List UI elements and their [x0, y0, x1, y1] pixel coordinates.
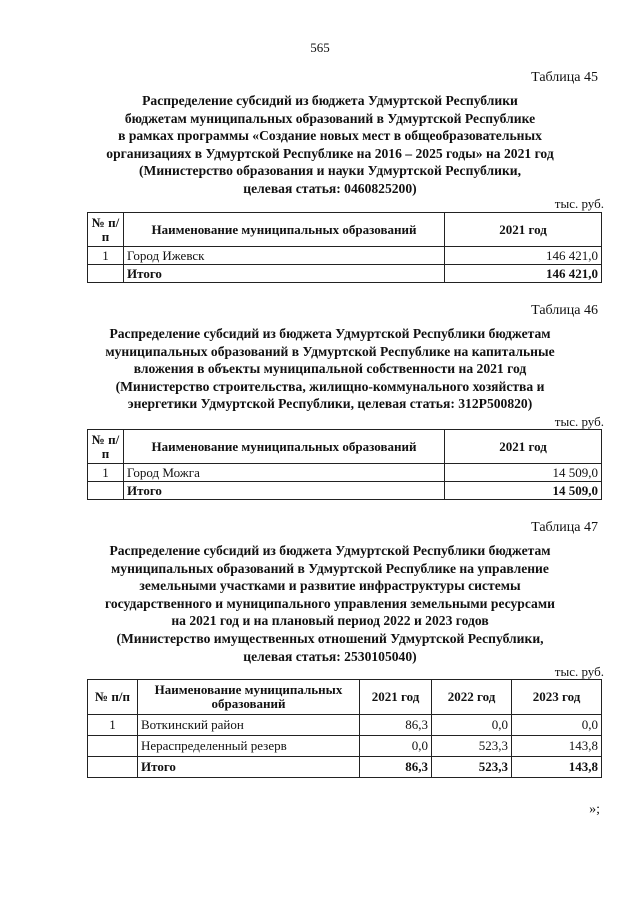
- heading-line: целевая статья: 0460825200): [243, 180, 417, 196]
- page-number: 565: [310, 40, 330, 55]
- table-45-units: тыс. руб.: [554, 196, 604, 211]
- row-num: 1: [88, 715, 138, 736]
- total-value-2021: 86,3: [360, 757, 432, 778]
- row-value-2021: 0,0: [360, 736, 432, 757]
- row-name: Воткинский район: [138, 715, 360, 736]
- table-header-row: [88, 430, 602, 464]
- total-label: Итого: [138, 757, 360, 778]
- table-row: [88, 247, 602, 265]
- total-label: Итого: [124, 265, 445, 283]
- table-header-row: [88, 213, 602, 247]
- table-header-row: [88, 680, 602, 715]
- heading-line: (Министерство строительства, жилищно-коммунального хозяйства и: [115, 378, 545, 394]
- total-value-2021: 14 509,0: [445, 482, 602, 500]
- heading-line: бюджетам муниципальных образований в Удмуртской Республике: [124, 110, 536, 126]
- row-name: Город Можга: [124, 464, 445, 482]
- table-46-label: Таблица 46: [531, 303, 598, 318]
- col-header-2021: 2021 год: [445, 430, 602, 464]
- total-value-2022: 523,3: [432, 757, 512, 778]
- table-46-heading: [60, 325, 600, 413]
- heading-line: муниципальных образований в Удмуртской Республике на капитальные: [105, 343, 555, 359]
- row-value-2021: 86,3: [360, 715, 432, 736]
- total-num: [88, 482, 124, 500]
- row-name: Город Ижевск: [124, 247, 445, 265]
- row-num: 1: [88, 247, 124, 265]
- row-value-2021: 14 509,0: [445, 464, 602, 482]
- col-header-name: Наименование муниципальных образований: [124, 430, 445, 464]
- heading-line: в рамках программы «Создание новых мест в общеобразовательных: [118, 128, 542, 144]
- table-47-heading: [60, 542, 600, 665]
- table-row: [88, 464, 602, 482]
- table-47-units: тыс. руб.: [554, 664, 604, 679]
- heading-line: земельными участками и развитие инфраструктуры системы: [139, 578, 521, 594]
- heading-line: Распределение субсидий из бюджета Удмуртской Республики бюджетам: [109, 326, 551, 341]
- total-label: Итого: [124, 482, 445, 500]
- heading-line: (Министерство образования и науки Удмуртской Республики,: [138, 163, 522, 179]
- row-value-2023: 0,0: [512, 715, 602, 736]
- heading-line: на 2021 год и на плановый период 2022 и 2023 годов: [171, 613, 489, 629]
- col-header-num: № п/п: [88, 680, 138, 715]
- total-num: [88, 757, 138, 778]
- row-value-2022: 0,0: [432, 715, 512, 736]
- col-header-2021: 2021 год: [360, 680, 432, 715]
- table-46: [87, 429, 602, 500]
- row-value-2023: 143,8: [512, 736, 602, 757]
- heading-line: (Министерство имущественных отношений Удмуртской Республики,: [116, 630, 544, 646]
- table-total-row: [88, 265, 602, 283]
- heading-line: государственного и муниципального управления земельными ресурсами: [105, 595, 555, 611]
- row-num: 1: [88, 464, 124, 482]
- table-row: [88, 715, 602, 736]
- col-header-num: № п/п: [88, 430, 124, 464]
- closing-quote: »;: [589, 802, 600, 817]
- table-45-label: Таблица 45: [531, 70, 598, 85]
- col-header-name: Наименование муниципальных образований: [124, 213, 445, 247]
- row-num: [88, 736, 138, 757]
- heading-line: Распределение субсидий из бюджета Удмуртской Республики бюджетам: [109, 543, 551, 558]
- heading-line: целевая статья: 2530105040): [243, 648, 417, 664]
- total-value-2023: 143,8: [512, 757, 602, 778]
- total-num: [88, 265, 124, 283]
- heading-line: муниципальных образований в Удмуртской Республике на управление: [111, 560, 549, 576]
- table-total-row: [88, 757, 602, 778]
- col-header-name: Наименование муниципальных образований: [138, 680, 360, 715]
- col-header-2023: 2023 год: [512, 680, 602, 715]
- table-45-heading: [60, 92, 600, 198]
- table-total-row: [88, 482, 602, 500]
- table-45: [87, 212, 602, 283]
- heading-line: организациях в Удмуртской Республике на 2016 – 2025 годы» на 2021 год: [106, 145, 554, 161]
- row-value-2021: 146 421,0: [445, 247, 602, 265]
- total-value-2021: 146 421,0: [445, 265, 602, 283]
- table-47-label: Таблица 47: [531, 520, 598, 535]
- col-header-2022: 2022 год: [432, 680, 512, 715]
- heading-line: Распределение субсидий из бюджета Удмуртской Республики: [142, 93, 518, 108]
- row-value-2022: 523,3: [432, 736, 512, 757]
- col-header-num: № п/п: [88, 213, 124, 247]
- table-47: [87, 679, 602, 778]
- col-header-2021: 2021 год: [445, 213, 602, 247]
- heading-line: энергетики Удмуртской Республики, целевая статья: 312P500820): [127, 396, 533, 412]
- row-name: Нераспределенный резерв: [138, 736, 360, 757]
- table-row: [88, 736, 602, 757]
- heading-line: вложения в объекты муниципальной собственности на 2021 год: [133, 361, 527, 377]
- table-46-units: тыс. руб.: [554, 414, 604, 429]
